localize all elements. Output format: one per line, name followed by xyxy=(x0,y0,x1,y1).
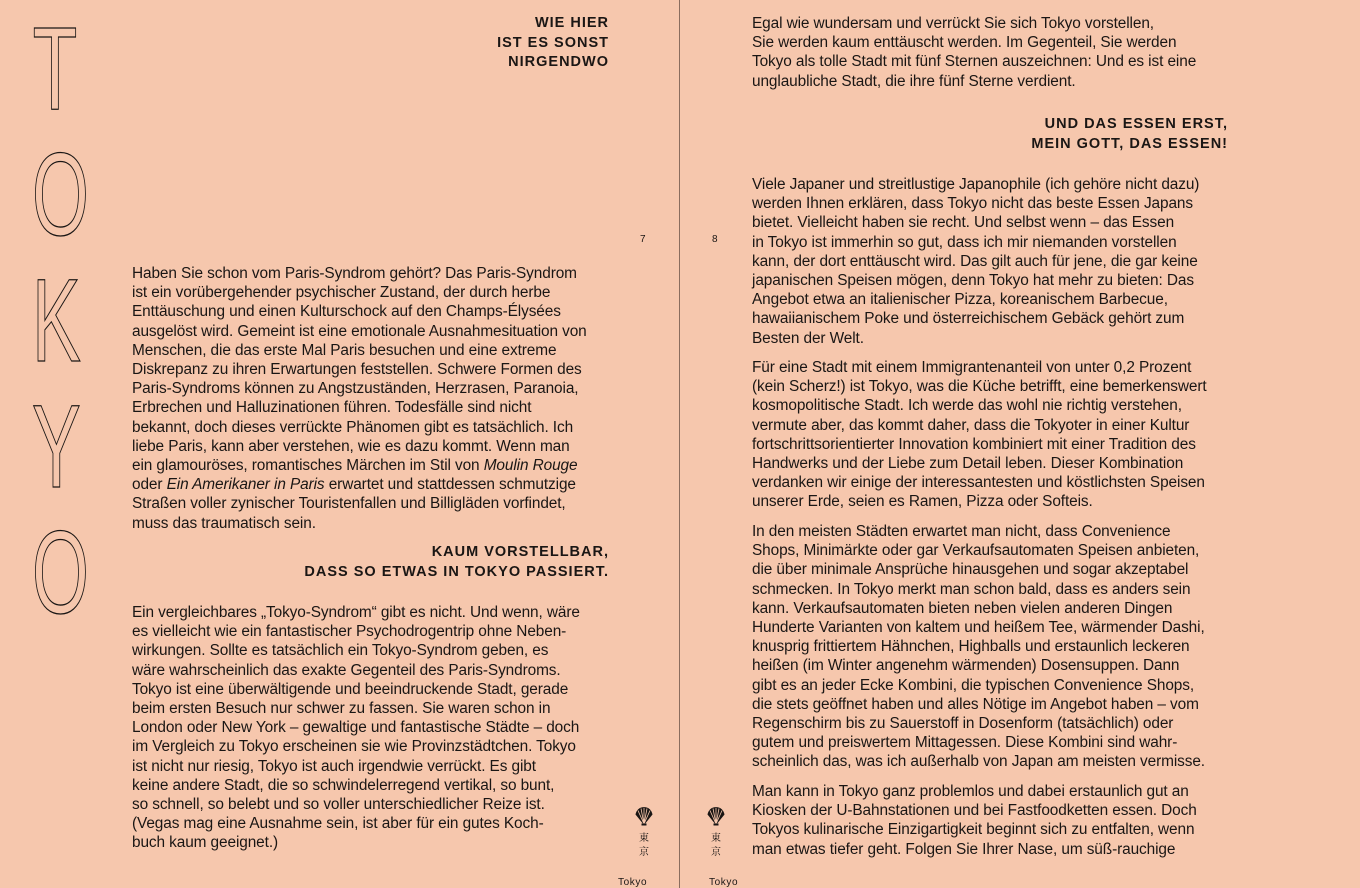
heading-line: WIE HIER xyxy=(534,15,609,31)
kanji-char: 東 xyxy=(639,833,649,844)
text-line: wirkungen. Sollte es tatsächlich ein Tokyo-Syndrom geben, es xyxy=(132,642,549,660)
tokyo-emblem xyxy=(632,806,656,860)
kanji-label xyxy=(632,832,656,860)
text-line: Kiosken der U-Bahnstationen und bei Fastfoodketten essen. Doch xyxy=(752,802,1197,820)
text-line: Haben Sie schon vom Paris-Syndrom gehört? Das Paris-Syndrom xyxy=(132,265,577,282)
text-line: bietet. Vielleicht haben sie recht. Und selbst wenn – das Essen xyxy=(752,214,1175,232)
body-paragraph xyxy=(752,522,1205,772)
text-line: Tokyo ist eine überwältigende und beeindruckende Stadt, gerade xyxy=(132,680,569,698)
body-paragraph xyxy=(752,14,1196,91)
text-line: Egal wie wundersam und verrückt Sie sich Tokyo vorstellen, xyxy=(752,15,1154,32)
tokyo-emblem xyxy=(704,806,728,860)
text-line: Shops, Minimärkte oder gar Verkaufsautomaten Speisen anbieten, xyxy=(752,542,1200,560)
text-line: kann, der dort enttäuscht wird. Das gilt auch für jene, die gar keine xyxy=(752,252,1198,270)
text-line: bekannt, doch dieses verrückte Phänomen gibt es tatsächlich. Ich xyxy=(132,418,574,436)
text-line: keine andere Stadt, die so schwindelerregend vertikal, so bunt, xyxy=(132,776,555,794)
body-paragraph xyxy=(132,264,587,533)
text-line: es vielleicht wie ein fantastischer Psychodrogentrip ohne Neben- xyxy=(132,623,567,641)
text-line: verdanken wir einige der interessantesten und köstlichsten Speisen xyxy=(752,474,1205,492)
text-line: Sie werden kaum enttäuscht werden. Im Gegenteil, Sie werden xyxy=(752,34,1177,52)
text-line: Straßen voller zynischer Touristenfallen und Billigläden vorfindet, xyxy=(132,495,566,513)
text-line: muss das traumatisch sein. xyxy=(132,514,316,532)
shell-icon xyxy=(633,806,655,826)
heading-line: NIRGENDWO xyxy=(508,54,609,70)
vertical-title-letter: O xyxy=(32,507,89,639)
text-line: japanischen Speisen mögen, denn Tokyo hat mehr zu bieten: Das xyxy=(752,272,1194,290)
text-line: gibt es an jeder Ecke Kombini, die typischen Convenience Shops, xyxy=(752,676,1195,694)
text-line: kosmopolitische Stadt. Ich werde das wohl nie richtig verstehen, xyxy=(752,397,1182,415)
text-line: so schnell, so belebt und so voller unterschiedlicher Reize ist. xyxy=(132,796,545,814)
text-line: liebe Paris, kann aber verstehen, wie es dazu kommt. Wenn man xyxy=(132,437,570,455)
text-line: (Vegas mag eine Ausnahme sein, ist aber für ein gutes Koch- xyxy=(132,815,544,833)
text-line: Man kann in Tokyo ganz problemlos und dabei erstaunlich gut an xyxy=(752,783,1189,800)
text-line: fortschrittsorientierter Innovation kombiniert mit einer Tradition des xyxy=(752,435,1196,453)
text-line: man etwas tiefer geht. Folgen Sie Ihrer Nase, um süß-rauchige xyxy=(752,840,1176,858)
text-line: London oder New York – gewaltige und fantastische Städte – doch xyxy=(132,719,580,737)
text-line: Tokyo als tolle Stadt mit fünf Sternen auszeichnen: Und es ist eine xyxy=(752,53,1197,71)
film-title: Moulin Rouge xyxy=(483,457,578,475)
film-title: Ein Amerikaner in Paris xyxy=(166,476,325,494)
text-line: in Tokyo ist immerhin so gut, dass ich mir niemanden vorstellen xyxy=(752,233,1177,251)
section-heading xyxy=(497,14,609,73)
text-line: Angebot etwa an italienischer Pizza, koreanischem Barbecue, xyxy=(752,291,1168,309)
page-number: 8 xyxy=(712,234,718,245)
text-line: im Vergleich zu Tokyo erscheinen sie wie Provinzstädtchen. Tokyo xyxy=(132,738,576,756)
text-line: Besten der Welt. xyxy=(752,329,864,347)
body-paragraph xyxy=(132,603,580,853)
body-paragraph xyxy=(752,175,1199,348)
kanji-char: 東 xyxy=(711,833,721,844)
heading-line: IST ES SONST xyxy=(497,34,609,51)
text-line: Diskrepanz zu ihren Erwartungen feststellen. Schwere Formen des xyxy=(132,361,582,379)
heading-line: UND DAS ESSEN ERST, xyxy=(1044,116,1228,132)
text-line: Hunderte Varianten von kaltem und heißem Tee, wärmender Dashi, xyxy=(752,619,1205,637)
vertical-title-letter: T xyxy=(32,3,78,135)
vertical-title-letter: K xyxy=(32,255,81,387)
text-line: (kein Scherz!) ist Tokyo, was die Küche betrifft, eine bemerkenswert xyxy=(752,378,1207,396)
text-line xyxy=(132,456,587,475)
text-run: ein glamouröses, romantisches Märchen im Stil von xyxy=(132,457,484,475)
text-line: Viele Japaner und streitlustige Japanophile (ich gehöre nicht dazu) xyxy=(752,176,1200,193)
text-line: knusprig frittiertem Hähnchen, Highballs und erstaunlich leckeren xyxy=(752,638,1190,656)
text-line: die stets geöffnet haben und alles Nötige im Angebot haben – vom xyxy=(752,695,1199,713)
text-line: ist nicht nur riesig, Tokyo ist auch irgendwie verrückt. Es gibt xyxy=(132,757,536,775)
text-line: kann. Verkaufsautomaten bieten neben vielen anderen Dingen xyxy=(752,599,1173,617)
kanji-char: 京 xyxy=(711,847,721,858)
text-line: scheinlich das, was ich außerhalb von Japan am meisten vermisse. xyxy=(752,753,1205,771)
section-heading xyxy=(304,543,609,582)
text-line: vermute aber, das kommt daher, dass die Tokyoter in einer Kultur xyxy=(752,416,1190,434)
text-line: buch kaum geeignet.) xyxy=(132,834,279,852)
text-line: Ein vergleichbares „Tokyo-Syndrom“ gibt es nicht. Und wenn, wäre xyxy=(132,604,580,621)
running-footer: Tokyo xyxy=(709,877,739,888)
heading-line: DASS SO ETWAS IN TOKYO PASSIERT. xyxy=(304,563,609,580)
kanji-label xyxy=(704,832,728,860)
heading-line: KAUM VORSTELLBAR, xyxy=(431,544,609,560)
text-run: oder xyxy=(132,476,167,494)
text-line: Handwerks und der Liebe zum Detail leben. Dieser Kombination xyxy=(752,455,1184,473)
shell-icon xyxy=(705,806,727,826)
text-line: Enttäuschung und einen Kulturschock auf den Champs-Élysées xyxy=(132,303,561,321)
text-line: heißen (im Winter angenehm wärmenden) Dosensuppen. Dann xyxy=(752,657,1180,675)
body-paragraph xyxy=(752,358,1207,512)
text-line: werden Ihnen erklären, dass Tokyo nicht das beste Essen Japans xyxy=(752,195,1193,213)
section-heading xyxy=(1031,115,1228,154)
body-paragraph xyxy=(752,782,1197,859)
text-line: beim ersten Besuch nur schwer zu fassen. Sie waren schon in xyxy=(132,700,551,718)
text-line: In den meisten Städten erwartet man nicht, dass Convenience xyxy=(752,523,1171,540)
text-line: ist ein vorübergehender psychischer Zustand, der durch herbe xyxy=(132,284,551,302)
text-line: schmecken. In Tokyo merkt man schon bald, dass es anders sein xyxy=(752,580,1191,598)
kanji-char: 京 xyxy=(639,847,649,858)
vertical-title-letter: Y xyxy=(32,381,81,513)
text-line: Für eine Stadt mit einem Immigrantenanteil von unter 0,2 Prozent xyxy=(752,359,1192,376)
text-line: gutem und preiswertem Mittagessen. Diese Kombini sind wahr- xyxy=(752,734,1178,752)
page-gutter xyxy=(679,0,680,888)
text-line xyxy=(132,475,587,494)
text-line: Regenschirm bis zu Sauerstoff in Dosenform (tatsächlich) oder xyxy=(752,715,1174,733)
vertical-title-letter: O xyxy=(32,129,89,261)
text-line: wäre wahrscheinlich das exakte Gegenteil des Paris-Syndroms. xyxy=(132,661,561,679)
text-line: hawaiianischem Poke und österreichischem Gebäck gehört zum xyxy=(752,310,1185,328)
text-line: ausgelöst wird. Gemeint ist eine emotionale Ausnahmesituation von xyxy=(132,322,587,340)
text-line: Menschen, die das erste Mal Paris besuchen und eine extreme xyxy=(132,341,557,359)
text-line: die über minimale Ansprüche hinausgehen und sogar akzeptabel xyxy=(752,561,1189,579)
text-line: Erbrechen und Halluzinationen führen. Todesfälle sind nicht xyxy=(132,399,532,417)
running-footer: Tokyo xyxy=(618,877,648,888)
page-number: 7 xyxy=(640,234,646,245)
text-line: Tokyos kulinarische Einzigartigkeit beginnt sich zu entfalten, wenn xyxy=(752,821,1195,839)
text-line: Paris-Syndroms können zu Angstzuständen, Herzrasen, Paranoia, xyxy=(132,380,579,398)
heading-line: MEIN GOTT, DAS ESSEN! xyxy=(1031,135,1228,152)
text-run: erwartet und stattdessen schmutzige xyxy=(324,476,576,494)
text-line: unserer Erde, seien es Ramen, Pizza oder Softeis. xyxy=(752,493,1093,511)
text-line: unglaubliche Stadt, die ihre fünf Sterne verdient. xyxy=(752,72,1076,90)
